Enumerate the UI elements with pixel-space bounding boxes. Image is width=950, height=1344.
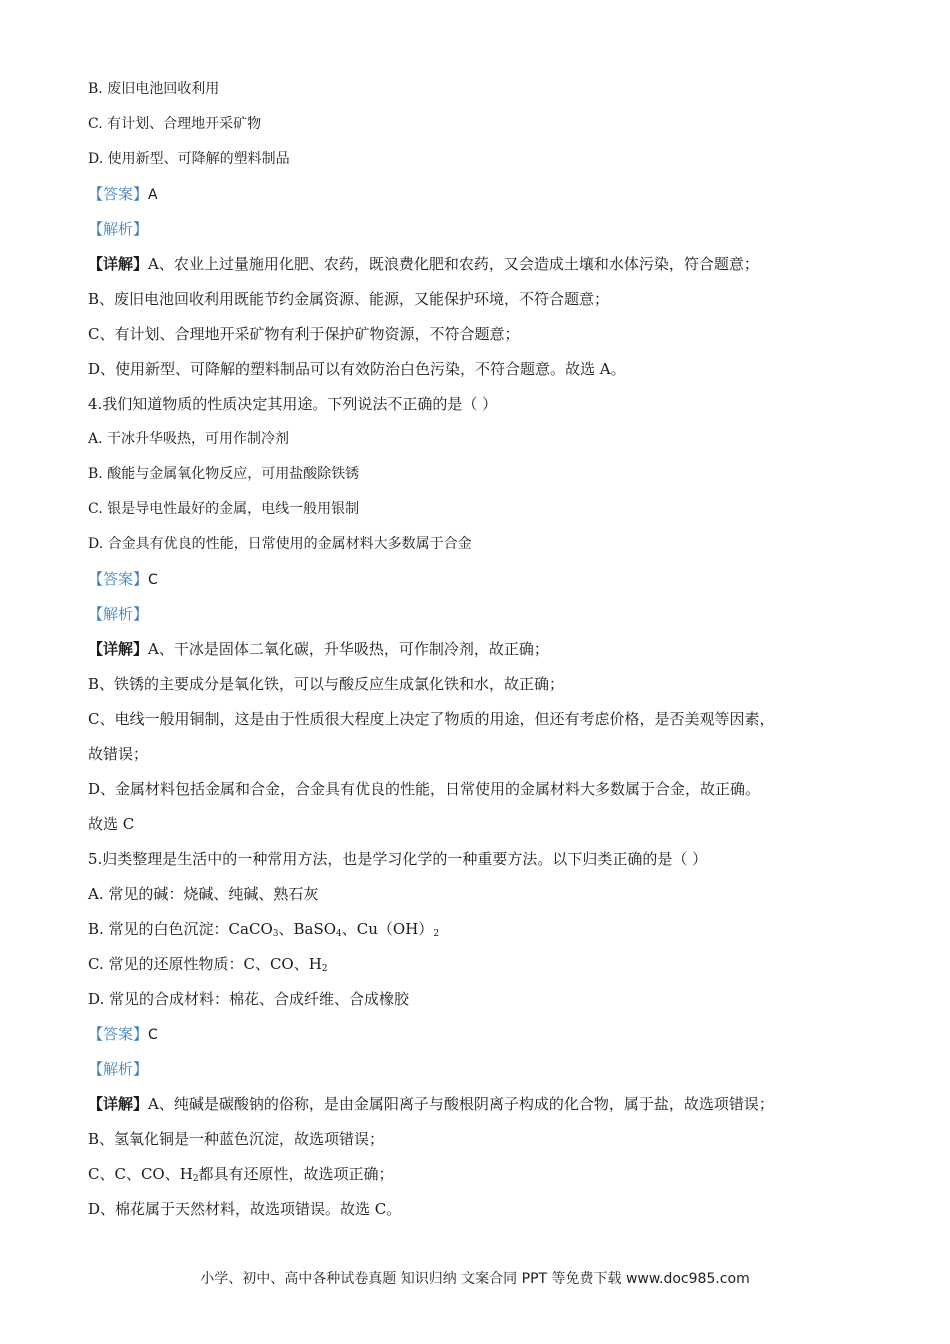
q4-option-a: A. 干冰升华吸热，可用作制冷剂 xyxy=(88,431,290,447)
q4-detail-b: B、铁锈的主要成分是氧化铁，可以与酸反应生成氯化铁和水，故正确； xyxy=(88,675,565,693)
answer-value: C xyxy=(148,1027,158,1043)
answer-value: A xyxy=(148,187,158,203)
answer-tag: 【答案】 xyxy=(88,185,149,203)
detail-tag: 【详解】 xyxy=(88,1095,149,1113)
answer-tag: 【答案】 xyxy=(88,570,149,588)
q4-stem: 4.我们知道物质的性质决定其用途。下列说法不正确的是（ ） xyxy=(88,395,498,413)
q4-detail-a xyxy=(88,632,858,667)
q5-option-c xyxy=(88,947,858,982)
q4-option-b: B. 酸能与金属氧化物反应，可用盐酸除铁锈 xyxy=(88,466,360,482)
q5-detail-a xyxy=(88,1087,858,1122)
detail-text: A、干冰是固体二氧化碳，升华吸热，可作制冷剂，故正确； xyxy=(148,640,549,658)
q3-detail-c: C、有计划、合理地开采矿物有利于保护矿物资源，不符合题意； xyxy=(88,325,520,343)
detail-text: A、农业上过量施用化肥、农药，既浪费化肥和农药，又会造成土壤和水体污染，符合题意； xyxy=(148,255,759,273)
subscript: 2 xyxy=(321,964,328,974)
analysis-tag: 【解析】 xyxy=(88,1060,149,1078)
q3-option-b: B. 废旧电池回收利用 xyxy=(88,81,220,97)
subscript: 4 xyxy=(336,929,342,939)
q3-option-c: C. 有计划、合理地开采矿物 xyxy=(88,116,262,132)
detail-text: 都具有还原性，故选项正确； xyxy=(198,1165,394,1183)
q4-conclusion: 故选 C xyxy=(88,815,135,833)
detail-tag: 【详解】 xyxy=(88,640,149,658)
detail-tag: 【详解】 xyxy=(88,255,149,273)
q4-answer xyxy=(88,562,858,597)
q5-analysis xyxy=(88,1052,858,1087)
answer-value: C xyxy=(148,572,158,588)
q5-stem: 5.归类整理是生活中的一种常用方法，也是学习化学的一种重要方法。以下归类正确的是（ ） xyxy=(88,850,708,868)
q4-detail-c-cont: 故错误； xyxy=(88,745,149,763)
q3-option-d: D. 使用新型、可降解的塑料制品 xyxy=(88,151,290,167)
q5-detail-c xyxy=(88,1157,858,1192)
q5-detail-d: D、棉花属于天然材料，故选项错误。故选 C。 xyxy=(88,1200,402,1218)
q3-analysis xyxy=(88,212,858,247)
answer-tag: 【答案】 xyxy=(88,1025,149,1043)
subscript: 3 xyxy=(272,929,279,939)
q4-option-d: D. 合金具有优良的性能，日常使用的金属材料大多数属于合金 xyxy=(88,536,472,552)
q4-option-c: C. 银是导电性最好的金属，电线一般用银制 xyxy=(88,501,360,517)
option-text: B. 常见的白色沉淀：CaCO xyxy=(88,920,273,938)
q3-detail-d: D、使用新型、可降解的塑料制品可以有效防治白色污染，不符合题意。故选 A。 xyxy=(88,360,626,378)
q4-analysis xyxy=(88,597,858,632)
subscript: 2 xyxy=(192,1174,199,1184)
analysis-tag: 【解析】 xyxy=(88,220,149,238)
detail-text: C、C、CO、H xyxy=(88,1165,193,1183)
option-text: C. 常见的还原性物质：C、CO、H xyxy=(88,955,322,973)
q4-detail-c: C、电线一般用铜制，这是由于性质很大程度上决定了物质的用途，但还有考虑价格，是否美观等因素， xyxy=(88,710,775,728)
q3-detail-b: B、废旧电池回收利用既能节约金属资源、能源，又能保护环境，不符合题意； xyxy=(88,290,610,308)
q5-option-b xyxy=(88,912,858,947)
detail-text: A、纯碱是碳酸钠的俗称，是由金属阳离子与酸根阴离子构成的化合物，属于盐，故选项错误； xyxy=(148,1095,774,1113)
option-text: 、BaSO xyxy=(278,920,337,938)
q5-option-a: A. 常见的碱：烧碱、纯碱、熟石灰 xyxy=(88,885,319,903)
subscript: 2 xyxy=(433,929,440,939)
page-footer: 小学、初中、高中各种试卷真题 知识归纳 文案合同 PPT 等免费下载 www.doc985.com xyxy=(200,1271,750,1287)
q5-answer xyxy=(88,1017,858,1052)
document-page xyxy=(88,72,858,1227)
analysis-tag: 【解析】 xyxy=(88,605,149,623)
q3-answer xyxy=(88,177,858,212)
q4-detail-d: D、金属材料包括金属和合金，合金具有优良的性能，日常使用的金属材料大多数属于合金，故正确。 xyxy=(88,780,761,798)
q5-detail-b: B、氢氧化铜是一种蓝色沉淀，故选项错误； xyxy=(88,1130,385,1148)
q5-option-d: D. 常见的合成材料：棉花、合成纤维、合成橡胶 xyxy=(88,990,410,1008)
q3-detail-a xyxy=(88,247,858,282)
option-text: 、Cu（OH） xyxy=(341,920,434,938)
